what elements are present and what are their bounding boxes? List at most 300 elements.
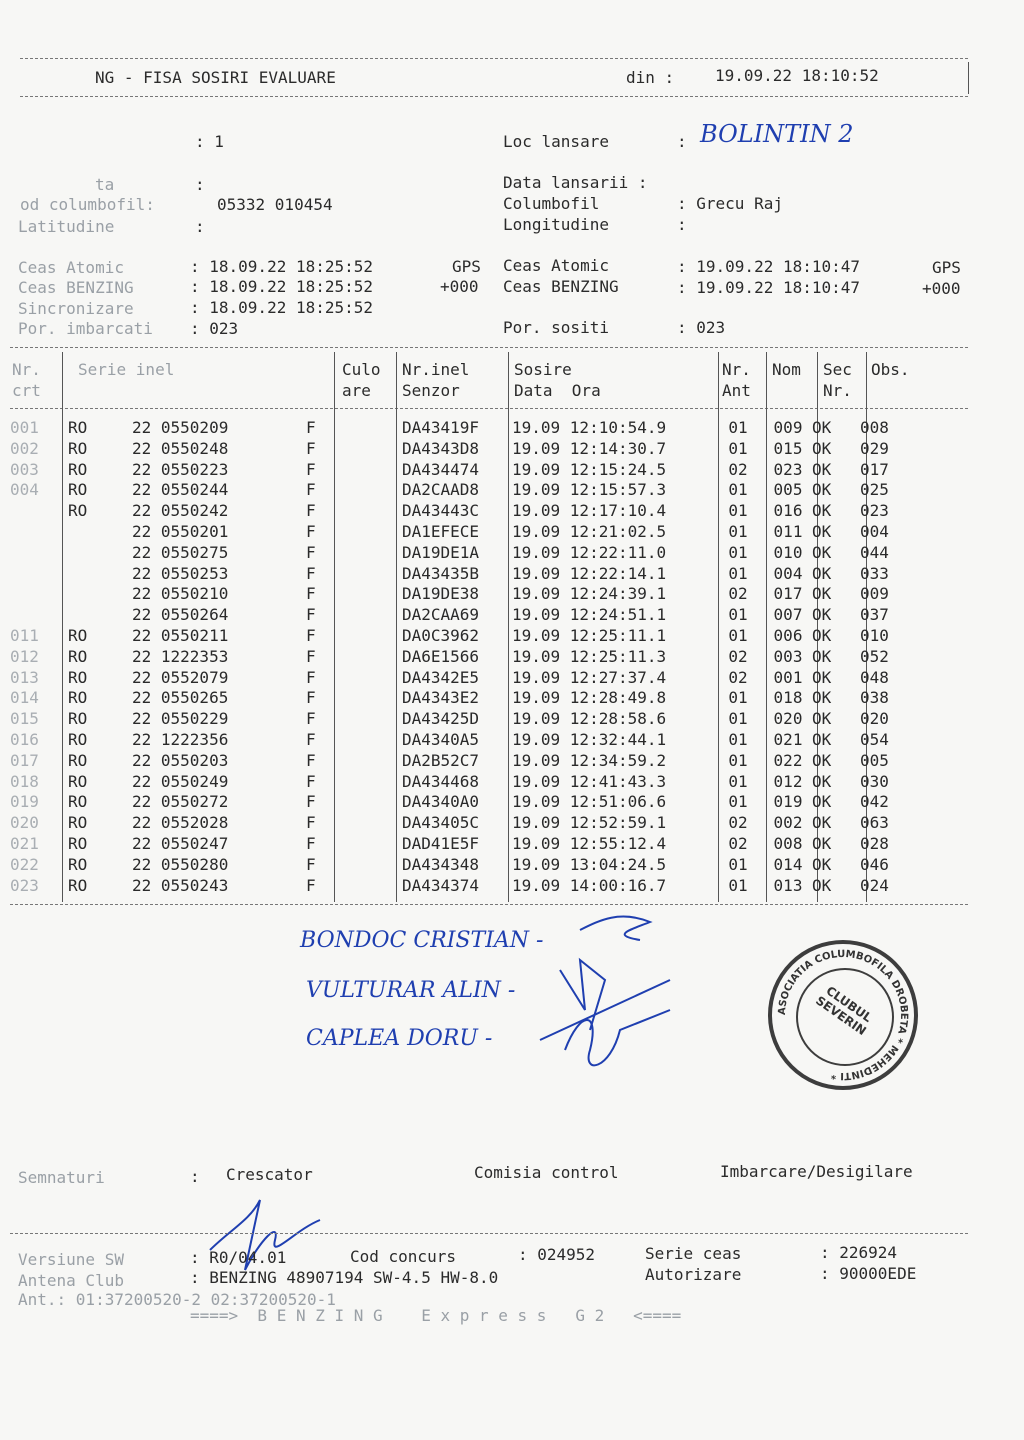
boarded-value: : 023 bbox=[190, 319, 239, 338]
observation-cell: 046 bbox=[860, 854, 889, 874]
col-sec-header-1: Sec bbox=[823, 360, 852, 379]
clock-right-atomic-value: : 19.09.22 18:10:47 bbox=[677, 257, 861, 276]
stamp-ring-text: ASOCIATIA COLUMBOFILA DROBETA * MEHEDINTI * bbox=[776, 948, 910, 1082]
color-cell bbox=[340, 792, 402, 813]
signatures-colon: : bbox=[190, 1167, 200, 1186]
nominal-number-cell: 007 bbox=[773, 605, 803, 625]
nominal-number-cell: 014 bbox=[773, 854, 803, 874]
boarded-label: Por. imbarcati bbox=[18, 319, 153, 338]
antenna-number-cell: 02 bbox=[728, 667, 748, 687]
sex-cell: F bbox=[306, 605, 316, 625]
color-cell bbox=[340, 626, 402, 647]
observation-cell: 017 bbox=[860, 459, 889, 479]
arrival-time-cell: 19.09 12:10:54.9 bbox=[512, 418, 667, 437]
release-location-colon: : bbox=[677, 132, 687, 151]
color-cell bbox=[340, 522, 402, 543]
table-row bbox=[10, 772, 920, 793]
row-number-cell: 011 bbox=[10, 625, 39, 645]
ring-number-cell: 22 0552079 bbox=[132, 667, 229, 687]
sex-cell: F bbox=[306, 480, 316, 500]
sex-cell: F bbox=[306, 750, 316, 770]
security-status-cell: OK bbox=[812, 480, 832, 500]
color-cell bbox=[340, 460, 402, 481]
nominal-number-cell: 005 bbox=[773, 480, 803, 500]
arrival-time-cell: 19.09 12:51:06.6 bbox=[512, 792, 667, 812]
color-cell bbox=[340, 772, 402, 793]
nominal-number-cell: 015 bbox=[773, 438, 803, 458]
color-cell bbox=[340, 480, 402, 501]
observation-cell: 033 bbox=[860, 563, 889, 583]
country-code-cell: RO bbox=[68, 625, 88, 645]
clock-right-benzing-label: Ceas BENZING bbox=[503, 277, 619, 296]
security-status-cell: OK bbox=[812, 833, 832, 853]
ring-number-cell: 22 0550253 bbox=[132, 563, 229, 583]
arrival-time-cell: 19.09 13:04:24.5 bbox=[512, 854, 667, 874]
sex-cell: F bbox=[306, 418, 316, 437]
ring-number-cell: 22 0550249 bbox=[132, 771, 229, 791]
country-code-cell: RO bbox=[68, 459, 88, 479]
security-status-cell: OK bbox=[812, 854, 832, 874]
arrival-time-cell: 19.09 12:24:39.1 bbox=[512, 584, 667, 604]
handwritten-name-2: VULTURAR ALIN - bbox=[306, 978, 516, 1003]
observation-cell: 025 bbox=[860, 480, 889, 500]
authorization-label: Autorizare bbox=[645, 1265, 742, 1284]
table-row bbox=[10, 439, 920, 460]
color-cell bbox=[340, 439, 402, 460]
arrival-time-cell: 19.09 12:24:51.1 bbox=[512, 605, 667, 625]
sensor-id-cell: DA434374 bbox=[402, 875, 480, 895]
country-code-cell: RO bbox=[68, 688, 88, 708]
clock-serial-label: Serie ceas bbox=[645, 1244, 742, 1263]
country-code-cell: RO bbox=[68, 501, 88, 521]
security-status-cell: OK bbox=[812, 521, 832, 541]
color-cell bbox=[340, 543, 402, 564]
nominal-number-cell: 013 bbox=[773, 875, 803, 895]
nominal-number-cell: 023 bbox=[773, 459, 803, 479]
arrival-time-cell: 19.09 12:22:11.0 bbox=[512, 542, 667, 562]
sex-cell: F bbox=[306, 771, 316, 791]
color-cell bbox=[340, 418, 402, 439]
nominal-number-cell: 017 bbox=[773, 584, 803, 604]
ring-number-cell: 22 1222356 bbox=[132, 729, 229, 749]
nominal-number-cell: 009 bbox=[773, 418, 803, 437]
longitude-value: : bbox=[677, 215, 687, 234]
color-cell bbox=[340, 668, 402, 689]
sex-cell: F bbox=[306, 667, 316, 687]
antenna-number-cell: 01 bbox=[728, 563, 748, 583]
antenna-number-cell: 01 bbox=[728, 792, 748, 812]
antenna-number-cell: 02 bbox=[728, 646, 748, 666]
nominal-number-cell: 003 bbox=[773, 646, 803, 666]
antenna-number-cell: 01 bbox=[728, 625, 748, 645]
color-cell bbox=[340, 584, 402, 605]
arrivals-table-body bbox=[10, 418, 920, 896]
table-row bbox=[10, 688, 920, 709]
row-number-cell bbox=[10, 501, 68, 522]
sensor-id-cell: DA19DE38 bbox=[402, 584, 480, 604]
sensor-id-cell: DA1EFECE bbox=[402, 521, 480, 541]
color-cell bbox=[340, 605, 402, 626]
sex-cell: F bbox=[306, 854, 316, 874]
latitude-value: : bbox=[195, 217, 205, 236]
row-number-cell: 020 bbox=[10, 813, 39, 833]
observation-cell: 030 bbox=[860, 771, 889, 791]
arrival-time-cell: 19.09 12:52:59.1 bbox=[512, 813, 667, 833]
clock-left-atomic-label: Ceas Atomic bbox=[18, 258, 124, 277]
ring-number-cell: 22 0550248 bbox=[132, 438, 229, 458]
antenna-number-cell: 01 bbox=[728, 771, 748, 791]
table-row bbox=[10, 584, 920, 605]
ring-number-cell: 22 0550243 bbox=[132, 875, 229, 895]
sensor-id-cell: DA43425D bbox=[402, 709, 480, 729]
clock-left-atomic-suffix: GPS bbox=[452, 257, 481, 276]
col-nr-header-2: crt bbox=[12, 381, 41, 400]
table-row bbox=[10, 605, 920, 626]
observation-cell: 048 bbox=[860, 667, 889, 687]
antenna-number-cell: 01 bbox=[728, 750, 748, 770]
sex-cell: F bbox=[306, 584, 316, 604]
color-cell bbox=[340, 751, 402, 772]
row-number-cell: 013 bbox=[10, 667, 39, 687]
clock-left-atomic-value: : 18.09.22 18:25:52 bbox=[190, 257, 374, 276]
nominal-number-cell: 020 bbox=[773, 709, 803, 729]
arrival-time-cell: 19.09 12:34:59.2 bbox=[512, 750, 667, 770]
sex-cell: F bbox=[306, 729, 316, 749]
date-label: din : bbox=[626, 68, 675, 87]
contest-code-label: Cod concurs bbox=[350, 1247, 456, 1266]
antenna-value: : BENZING 48907194 SW-4.5 HW-8.0 bbox=[190, 1268, 499, 1287]
color-cell bbox=[340, 688, 402, 709]
antenna-number-cell: 01 bbox=[728, 480, 748, 500]
ring-number-cell: 22 0550209 bbox=[132, 418, 229, 437]
data-colon: : bbox=[195, 175, 205, 194]
signature-scribbles-icon bbox=[520, 900, 680, 1100]
country-code-cell: RO bbox=[68, 480, 88, 500]
ring-number-cell: 22 0550229 bbox=[132, 709, 229, 729]
security-status-cell: OK bbox=[812, 438, 832, 458]
country-code-cell bbox=[68, 605, 132, 626]
release-location-handwritten: BOLINTIN 2 bbox=[700, 120, 854, 148]
arrival-time-cell: 19.09 12:28:58.6 bbox=[512, 709, 667, 729]
security-status-cell: OK bbox=[812, 625, 832, 645]
sensor-id-cell: DA19DE1A bbox=[402, 542, 480, 562]
antenna-number-cell: 01 bbox=[728, 729, 748, 749]
color-cell bbox=[340, 813, 402, 834]
col-sensor-header-2: Senzor bbox=[402, 381, 460, 400]
sync-label: Sincronizare bbox=[18, 299, 134, 318]
sensor-id-cell: DA4340A0 bbox=[402, 792, 480, 812]
antenna-number-cell: 01 bbox=[728, 418, 748, 437]
arrival-time-cell: 19.09 12:25:11.3 bbox=[512, 646, 667, 666]
observation-cell: 010 bbox=[860, 625, 889, 645]
antenna-number-cell: 02 bbox=[728, 833, 748, 853]
sex-cell: F bbox=[306, 542, 316, 562]
country-code-cell: RO bbox=[68, 875, 88, 895]
country-code-cell: RO bbox=[68, 833, 88, 853]
sex-cell: F bbox=[306, 438, 316, 458]
table-row bbox=[10, 709, 920, 730]
header-right-border bbox=[968, 62, 969, 94]
table-row bbox=[10, 501, 920, 522]
observation-cell: 028 bbox=[860, 833, 889, 853]
security-status-cell: OK bbox=[812, 605, 832, 625]
ring-number-cell: 22 0550272 bbox=[132, 792, 229, 812]
ring-number-cell: 22 0550264 bbox=[132, 605, 229, 625]
color-cell bbox=[340, 647, 402, 668]
col-arrival-header-1: Sosire bbox=[514, 360, 572, 379]
table-row bbox=[10, 564, 920, 585]
row-number-cell bbox=[10, 584, 68, 605]
row-number-cell: 016 bbox=[10, 729, 39, 749]
table-row bbox=[10, 647, 920, 668]
nominal-number-cell: 018 bbox=[773, 688, 803, 708]
clock-left-benzing-label: Ceas BENZING bbox=[18, 278, 134, 297]
arrival-time-cell: 19.09 12:21:02.5 bbox=[512, 521, 667, 541]
row-number-cell: 018 bbox=[10, 771, 39, 791]
country-code-cell bbox=[68, 543, 132, 564]
sensor-id-cell: DA43435B bbox=[402, 563, 480, 583]
header-bottom-rule bbox=[20, 96, 968, 97]
arrivals-table bbox=[10, 418, 920, 896]
row-number-cell: 019 bbox=[10, 792, 39, 812]
club-stamp bbox=[768, 940, 918, 1090]
antenna-label: Antena Club bbox=[18, 1271, 124, 1290]
observation-cell: 023 bbox=[860, 501, 889, 521]
antenna-number-cell: 02 bbox=[728, 813, 748, 833]
sensor-id-cell: DA434468 bbox=[402, 771, 480, 791]
sensor-id-cell: DA43405C bbox=[402, 813, 480, 833]
observation-cell: 038 bbox=[860, 688, 889, 708]
nominal-number-cell: 010 bbox=[773, 542, 803, 562]
arrival-time-cell: 19.09 12:41:43.3 bbox=[512, 771, 667, 791]
boarding-label: Imbarcare/Desigilare bbox=[720, 1162, 913, 1181]
security-status-cell: OK bbox=[812, 792, 832, 812]
security-status-cell: OK bbox=[812, 459, 832, 479]
color-cell bbox=[340, 834, 402, 855]
columbofil-label: Columbofil bbox=[503, 194, 600, 213]
nominal-number-cell: 008 bbox=[773, 833, 803, 853]
nominal-number-cell: 012 bbox=[773, 771, 803, 791]
ring-number-cell: 22 0550244 bbox=[132, 480, 229, 500]
footer-rule bbox=[10, 1233, 968, 1234]
nominal-number-cell: 016 bbox=[773, 501, 803, 521]
sex-cell: F bbox=[306, 833, 316, 853]
table-row bbox=[10, 855, 920, 876]
security-status-cell: OK bbox=[812, 501, 832, 521]
security-status-cell: OK bbox=[812, 688, 832, 708]
ring-number-cell: 22 0550201 bbox=[132, 521, 229, 541]
table-row bbox=[10, 876, 920, 897]
page-title: NG - FISA SOSIRI EVALUARE bbox=[95, 68, 336, 87]
color-cell bbox=[340, 855, 402, 876]
breeder-signature-label: Crescator bbox=[226, 1165, 313, 1184]
columbofil-name: : Grecu Raj bbox=[677, 194, 783, 213]
signatures-label: Semnaturi bbox=[18, 1168, 105, 1187]
country-code-cell: RO bbox=[68, 813, 88, 833]
security-status-cell: OK bbox=[812, 875, 832, 895]
col-ring-header: Serie inel bbox=[78, 360, 175, 379]
sensor-id-cell: DA2B52C7 bbox=[402, 750, 480, 770]
clock-right-benzing-value: : 19.09.22 18:10:47 bbox=[677, 278, 861, 297]
security-status-cell: OK bbox=[812, 542, 832, 562]
sw-version-value: : R0/04.01 bbox=[190, 1248, 287, 1267]
row-number-cell: 002 bbox=[10, 438, 39, 458]
col-arrival-header-2: Data Ora bbox=[514, 381, 601, 400]
antenna-number-cell: 01 bbox=[728, 521, 748, 541]
arrival-time-cell: 19.09 12:27:37.4 bbox=[512, 667, 667, 687]
columbofil-code-label: od columbofil: bbox=[20, 195, 155, 214]
table-row bbox=[10, 480, 920, 501]
security-status-cell: OK bbox=[812, 771, 832, 791]
ring-number-cell: 22 0550265 bbox=[132, 688, 229, 708]
sex-cell: F bbox=[306, 501, 316, 521]
row-number-cell: 023 bbox=[10, 875, 39, 895]
sensor-id-cell: DA43443C bbox=[402, 501, 480, 521]
observation-cell: 008 bbox=[860, 418, 889, 437]
nominal-number-cell: 022 bbox=[773, 750, 803, 770]
col-nom-header: Nom bbox=[772, 360, 801, 379]
security-status-cell: OK bbox=[812, 750, 832, 770]
country-code-cell: RO bbox=[68, 729, 88, 749]
country-code-cell: RO bbox=[68, 646, 88, 666]
nominal-number-cell: 019 bbox=[773, 792, 803, 812]
nominal-number-cell: 004 bbox=[773, 563, 803, 583]
clock-right-atomic-label: Ceas Atomic bbox=[503, 256, 609, 275]
row-number-cell bbox=[10, 564, 68, 585]
release-date-label: Data lansarii : bbox=[503, 173, 648, 192]
antenna-number-cell: 01 bbox=[728, 875, 748, 895]
country-code-cell: RO bbox=[68, 667, 88, 687]
clock-right-atomic-suffix: GPS bbox=[932, 258, 961, 277]
observation-cell: 042 bbox=[860, 792, 889, 812]
arrived-label: Por. sositi bbox=[503, 318, 609, 337]
color-cell bbox=[340, 709, 402, 730]
ring-number-cell: 22 0550247 bbox=[132, 833, 229, 853]
country-code-cell: RO bbox=[68, 709, 88, 729]
ring-number-cell: 22 1222353 bbox=[132, 646, 229, 666]
sensor-id-cell: DAD41E5F bbox=[402, 833, 480, 853]
country-code-cell bbox=[68, 522, 132, 543]
ring-number-cell: 22 0550210 bbox=[132, 584, 229, 604]
sw-version-label: Versiune SW bbox=[18, 1250, 124, 1269]
observation-cell: 004 bbox=[860, 521, 889, 541]
col-color-header-1: Culo bbox=[342, 360, 381, 379]
row-number-cell: 004 bbox=[10, 480, 39, 500]
ring-number-cell: 22 0550223 bbox=[132, 459, 229, 479]
sync-value: : 18.09.22 18:25:52 bbox=[190, 298, 374, 317]
country-code-cell: RO bbox=[68, 750, 88, 770]
security-status-cell: OK bbox=[812, 563, 832, 583]
authorization-value: : 90000EDE bbox=[820, 1264, 917, 1283]
sex-cell: F bbox=[306, 875, 316, 895]
stamp-center-text: CLUBUL SEVERIN bbox=[813, 983, 875, 1039]
row-number-cell: 017 bbox=[10, 750, 39, 770]
contest-code-value: : 024952 bbox=[518, 1245, 596, 1264]
row-number-cell: 003 bbox=[10, 459, 39, 479]
country-code-cell: RO bbox=[68, 418, 88, 437]
observation-cell: 037 bbox=[860, 605, 889, 625]
control-commission-label: Comisia control bbox=[474, 1163, 619, 1182]
country-code-cell: RO bbox=[68, 792, 88, 812]
table-row bbox=[10, 751, 920, 772]
observation-cell: 024 bbox=[860, 875, 889, 895]
observation-cell: 044 bbox=[860, 542, 889, 562]
security-status-cell: OK bbox=[812, 584, 832, 604]
sensor-id-cell: DA2CAAD8 bbox=[402, 480, 480, 500]
ring-number-cell: 22 0552028 bbox=[132, 813, 229, 833]
table-row bbox=[10, 418, 920, 439]
clock-serial-value: : 226924 bbox=[820, 1243, 898, 1262]
brand-line: ====> B E N Z I N G E x p r e s s G 2 <==== bbox=[190, 1306, 682, 1325]
table-row bbox=[10, 834, 920, 855]
antenna-number-cell: 01 bbox=[728, 542, 748, 562]
col-obs-header: Obs. bbox=[871, 360, 910, 379]
table-row bbox=[10, 543, 920, 564]
sex-cell: F bbox=[306, 563, 316, 583]
nominal-number-cell: 006 bbox=[773, 625, 803, 645]
arrival-time-cell: 19.09 12:22:14.1 bbox=[512, 563, 667, 583]
col-nr-header-1: Nr. bbox=[12, 360, 41, 379]
table-row bbox=[10, 813, 920, 834]
antenna-number-cell: 02 bbox=[728, 459, 748, 479]
country-code-cell: RO bbox=[68, 854, 88, 874]
color-cell bbox=[340, 730, 402, 751]
arrival-time-cell: 19.09 12:15:57.3 bbox=[512, 480, 667, 500]
arrival-time-cell: 19.09 12:15:24.5 bbox=[512, 459, 667, 479]
table-row bbox=[10, 730, 920, 751]
table-top-rule bbox=[10, 347, 968, 348]
sensor-id-cell: DA4342E5 bbox=[402, 667, 480, 687]
arrival-time-cell: 19.09 12:25:11.1 bbox=[512, 625, 667, 645]
sensor-id-cell: DA6E1566 bbox=[402, 646, 480, 666]
country-code-cell bbox=[68, 584, 132, 605]
sensor-id-cell: DA434348 bbox=[402, 854, 480, 874]
antenna-number-cell: 01 bbox=[728, 688, 748, 708]
arrival-time-cell: 19.09 12:17:10.4 bbox=[512, 501, 667, 521]
arrived-value: : 023 bbox=[677, 318, 726, 337]
arrival-time-cell: 19.09 12:32:44.1 bbox=[512, 729, 667, 749]
clock-left-benzing-suffix: +000 bbox=[440, 277, 479, 296]
observation-cell: 052 bbox=[860, 646, 889, 666]
sensor-id-cell: DA4343D8 bbox=[402, 438, 480, 458]
table-row bbox=[10, 668, 920, 689]
antenna-number-cell: 01 bbox=[728, 709, 748, 729]
ring-number-cell: 22 0550275 bbox=[132, 542, 229, 562]
table-row bbox=[10, 460, 920, 481]
antenna-number-cell: 01 bbox=[728, 438, 748, 458]
observation-cell: 054 bbox=[860, 729, 889, 749]
print-timestamp: 19.09.22 18:10:52 bbox=[715, 66, 879, 85]
arrival-time-cell: 19.09 12:28:49.8 bbox=[512, 688, 667, 708]
col-ant-header-2: Ant bbox=[722, 381, 751, 400]
country-code-cell: RO bbox=[68, 771, 88, 791]
sensor-id-cell: DA434474 bbox=[402, 459, 480, 479]
row-number-cell: 015 bbox=[10, 709, 39, 729]
row-number-cell bbox=[10, 543, 68, 564]
table-row bbox=[10, 522, 920, 543]
security-status-cell: OK bbox=[812, 667, 832, 687]
handwritten-name-1: BONDOC CRISTIAN - bbox=[300, 928, 544, 953]
sex-cell: F bbox=[306, 625, 316, 645]
sensor-id-cell: DA43419F bbox=[402, 418, 480, 437]
row-number-cell: 021 bbox=[10, 833, 39, 853]
observation-cell: 009 bbox=[860, 584, 889, 604]
ring-number-cell: 22 0550242 bbox=[132, 501, 229, 521]
handwritten-name-3: CAPLEA DORU - bbox=[306, 1026, 493, 1051]
sensor-id-cell: DA4340A5 bbox=[402, 729, 480, 749]
header-top-rule bbox=[20, 58, 968, 59]
columbofil-code: 05332 010454 bbox=[217, 195, 333, 214]
